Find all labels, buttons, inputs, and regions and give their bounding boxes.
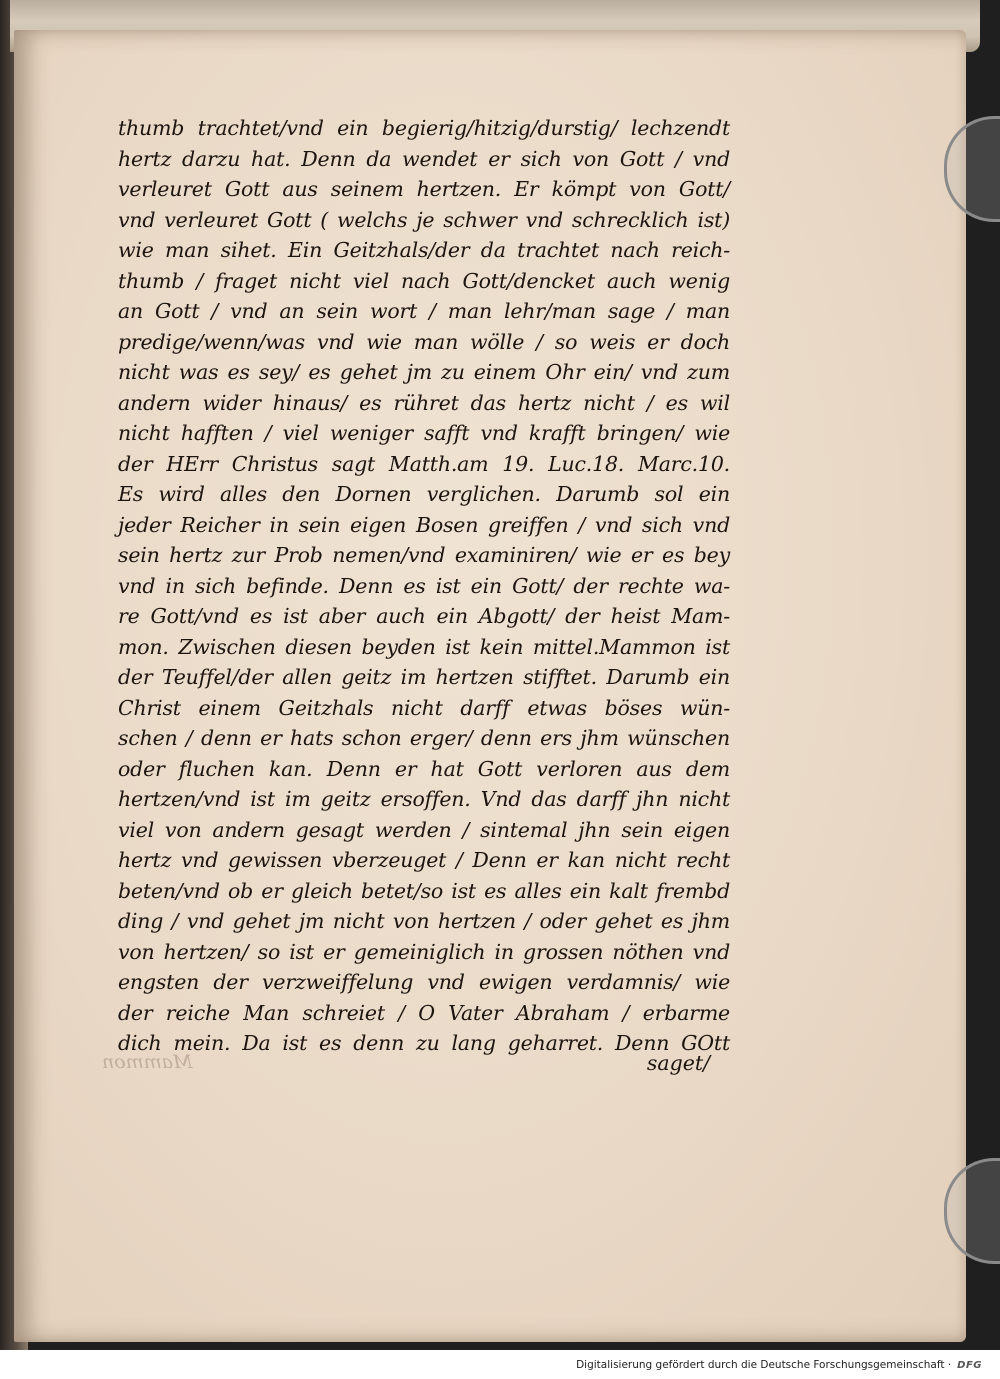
text-line: oder fluchen kan. Denn er hat Gott verloren aus dem — [118, 756, 730, 781]
text-line: hertz vnd gewissen vberzeuget / Denn er kan nicht recht — [118, 848, 730, 872]
text-line: vnd verleuret Gott ( welchs je schwer vnd schrecklich ist) — [118, 207, 730, 232]
text-line: jeder Reicher in sein eigen Bosen greiffen / vnd sich vnd — [118, 512, 730, 537]
text-line: nicht was es sey/ es gehet jm zu einem Ohr ein/ vnd zum — [118, 360, 730, 384]
text-line: der reiche Man schreiet / O Vater Abraham / erbarme — [118, 1000, 730, 1025]
text-line: wie man sihet. Ein Geitzhals/der da trachtet nach reich- — [118, 238, 730, 262]
text-line: beten/vnd ob er gleich betet/so ist es alles ein kalt frembd — [118, 878, 730, 903]
catchword: saget/ — [646, 1051, 710, 1075]
text-line: Christ einem Geitzhals nicht darff etwas böses wün- — [118, 695, 730, 720]
dfg-logo-icon: DFG — [957, 1359, 982, 1371]
text-line: predige/wenn/was vnd wie man wölle / so weis er doch — [118, 329, 730, 354]
text-line: re Gott/vnd es ist aber auch ein Abgott/ der heist Mam- — [118, 604, 730, 628]
footer — [576, 1356, 982, 1374]
text-line: schen / denn er hats schon erger/ denn ers jhm wünschen — [118, 726, 730, 750]
text-line: an Gott / vnd an sein wort / man lehr/man sage / man — [118, 299, 730, 323]
text-line: engsten der verzweiffelung vnd ewigen verdamnis/ wie — [118, 970, 730, 994]
text-block — [118, 113, 730, 1059]
text-line: andern wider hinaus/ es rühret das hertz nicht / es wil — [118, 390, 730, 415]
text-line: thumb trachtet/vnd ein begierig/hitzig/durstig/ lechzendt — [118, 116, 730, 140]
text-line: ding / vnd gehet jm nicht von hertzen / oder gehet es jhm — [118, 909, 730, 933]
text-line: nicht hafften / viel weniger safft vnd krafft bringen/ wie — [118, 421, 730, 445]
text-line: hertz darzu hat. Denn da wendet er sich von Gott / vnd — [118, 146, 730, 171]
bleed-through-text: Mammon — [102, 1051, 193, 1073]
text-line: dich mein. Da ist es denn zu lang geharret. Denn GOtt — [118, 1031, 730, 1055]
text-line: vnd in sich befinde. Denn es ist ein Gott/ der rechte wa- — [118, 573, 730, 598]
text-line: thumb / fraget nicht viel nach Gott/dencket auch wenig — [118, 268, 730, 293]
text-line: sein hertz zur Prob nemen/vnd examiniren/ wie er es bey — [118, 543, 730, 567]
text-line: der Teuffel/der allen geitz im hertzen stifftet. Darumb ein — [118, 665, 730, 689]
text-line: mon. Zwischen diesen beyden ist kein mittel.Mammon ist — [118, 634, 730, 659]
footer-credit: Digitalisierung gefördert durch die Deutsche Forschungsgemeinschaft · — [576, 1359, 952, 1371]
text-line: Es wird alles den Dornen verglichen. Darumb sol ein — [118, 482, 730, 506]
text-line: der HErr Christus sagt Matth.am 19. Luc.18. Marc.10. — [118, 451, 730, 476]
text-line: verleuret Gott aus seinem hertzen. Er kömpt von Gott/ — [118, 177, 730, 201]
text-line: hertzen/vnd ist im geitz ersoffen. Vnd das darff jhn nicht — [118, 787, 730, 811]
text-line: viel von andern gesagt werden / sintemal jhn sein eigen — [118, 817, 730, 842]
text-line: von hertzen/ so ist er gemeiniglich in grossen nöthen vnd — [118, 939, 730, 964]
